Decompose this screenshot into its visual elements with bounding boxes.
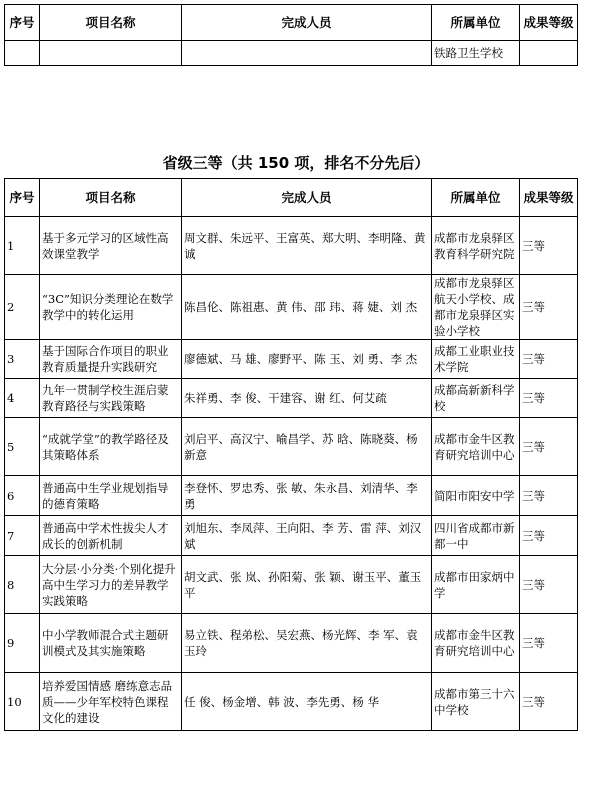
header-no: 序号: [5, 179, 40, 217]
cell-level: 三等: [520, 275, 578, 340]
cell-unit: 成都市金牛区教育研究培训中心: [432, 418, 520, 476]
cell-level: [520, 41, 578, 66]
header-unit: 所属单位: [432, 179, 520, 217]
cell-no: 6: [5, 476, 40, 516]
cell-members: 易立铁、程弟松、吴宏燕、杨光辉、李 军、袁玉玲: [182, 614, 432, 673]
cell-level: 三等: [520, 418, 578, 476]
table-row: [5, 217, 578, 275]
cell-level: 三等: [520, 614, 578, 673]
table-row: [5, 476, 578, 516]
cell-no: [5, 41, 40, 66]
cell-no: 2: [5, 275, 40, 340]
cell-project: 九年一贯制学校生涯启蒙教育路径与实践策略: [40, 379, 182, 418]
cell-unit: 成都市龙泉驿区教育科学研究院: [432, 217, 520, 275]
header-level: 成果等级: [520, 179, 578, 217]
cell-members: 周文群、朱远平、王富英、郑大明、李明隆、黄 诚: [182, 217, 432, 275]
table-header-row: [5, 5, 578, 41]
cell-no: 8: [5, 556, 40, 614]
cell-members: 任 俊、杨金增、韩 波、李先勇、杨 华: [182, 673, 432, 731]
header-no: 序号: [5, 5, 40, 41]
cell-level: 三等: [520, 340, 578, 379]
cell-level: 三等: [520, 673, 578, 731]
cell-no: 10: [5, 673, 40, 731]
cell-members: [182, 41, 432, 66]
cell-project: 基于多元学习的区域性高效课堂教学: [40, 217, 182, 275]
cell-unit: 成都高新新科学校: [432, 379, 520, 418]
table-row: [5, 275, 578, 340]
cell-members: 李登怀、罗忠秀、张 敏、朱永昌、刘清华、李 勇: [182, 476, 432, 516]
table-row: [5, 418, 578, 476]
cell-level: 三等: [520, 217, 578, 275]
cell-no: 5: [5, 418, 40, 476]
cell-project: 基于国际合作项目的职业教育质量提升实践研究: [40, 340, 182, 379]
table-row: [5, 673, 578, 731]
header-members: 完成人员: [182, 5, 432, 41]
cell-members: 廖德斌、马 雄、廖野平、陈 玉、刘 勇、李 杰: [182, 340, 432, 379]
cell-unit: 铁路卫生学校: [432, 41, 520, 66]
cell-project: 中小学教师混合式主题研训模式及其实施策略: [40, 614, 182, 673]
table-row: [5, 614, 578, 673]
table-header-row: [5, 179, 578, 217]
cell-unit: 四川省成都市新都一中: [432, 516, 520, 556]
cell-level: 三等: [520, 379, 578, 418]
cell-level: 三等: [520, 556, 578, 614]
table-row: [5, 379, 578, 418]
table-row: [5, 516, 578, 556]
cell-project: “成就学堂”的教学路径及其策略体系: [40, 418, 182, 476]
cell-members: 陈昌伦、陈祖惠、黄 伟、邵 玮、蒋 婕、刘 杰: [182, 275, 432, 340]
cell-project: “3C”知识分类理论在数学教学中的转化运用: [40, 275, 182, 340]
cell-members: 刘旭东、李凤萍、王向阳、李 芳、雷 萍、刘汉斌: [182, 516, 432, 556]
cell-project: 培养爱国情感 磨练意志品质——少年军校特色课程文化的建设: [40, 673, 182, 731]
header-project: 项目名称: [40, 5, 182, 41]
header-project: 项目名称: [40, 179, 182, 217]
section-title: 省级三等（共 150 项，排名不分先后）: [162, 154, 430, 172]
table-row: [5, 556, 578, 614]
cell-project: 普通高中生学业规划指导的德育策略: [40, 476, 182, 516]
cell-unit: 成都市金牛区教育研究培训中心: [432, 614, 520, 673]
cell-level: 三等: [520, 516, 578, 556]
cell-members: 胡文武、张 岚、孙阳菊、张 颖、谢玉平、董玉平: [182, 556, 432, 614]
cell-no: 3: [5, 340, 40, 379]
cell-no: 1: [5, 217, 40, 275]
top-table-fragment: [4, 4, 578, 66]
cell-members: 朱祥勇、李 俊、干建容、谢 红、何艾疏: [182, 379, 432, 418]
table-row: [5, 41, 578, 66]
cell-no: 4: [5, 379, 40, 418]
table-body: [5, 217, 578, 731]
cell-unit: 成都市第三十六中学校: [432, 673, 520, 731]
cell-unit: 成都市龙泉驿区航天小学校、成都市龙泉驿区实验小学校: [432, 275, 520, 340]
cell-project: [40, 41, 182, 66]
cell-project: 普通高中学术性拔尖人才成长的创新机制: [40, 516, 182, 556]
cell-unit: 成都市田家炳中学: [432, 556, 520, 614]
cell-members: 刘启平、高汉宁、喻昌学、苏 晗、陈晓葵、杨新意: [182, 418, 432, 476]
cell-level: 三等: [520, 476, 578, 516]
awards-table: [4, 178, 578, 731]
header-unit: 所属单位: [432, 5, 520, 41]
cell-project: 大分层·小分类·个别化提升高中生学习力的差异教学实践策略: [40, 556, 182, 614]
table-row: [5, 340, 578, 379]
cell-no: 9: [5, 614, 40, 673]
header-level: 成果等级: [520, 5, 578, 41]
cell-unit: 简阳市阳安中学: [432, 476, 520, 516]
cell-unit: 成都工业职业技术学院: [432, 340, 520, 379]
header-members: 完成人员: [182, 179, 432, 217]
cell-no: 7: [5, 516, 40, 556]
